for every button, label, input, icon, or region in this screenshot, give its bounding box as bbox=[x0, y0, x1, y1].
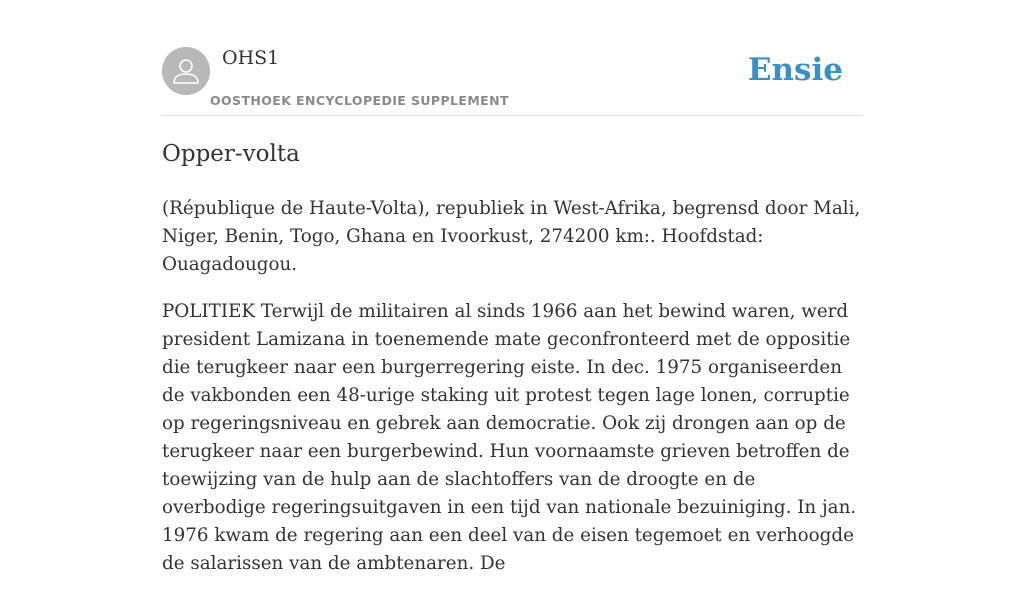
article-paragraph: (République de Haute-Volta), republiek in West-Afrika, begrensd door Mali, Niger, Benin, Togo, Ghana en Ivoorkust, 274200 km:. Hoofdstad: Ouagadougou. bbox=[162, 198, 861, 275]
avatar[interactable] bbox=[162, 47, 210, 95]
article-title: Opper-volta bbox=[162, 141, 300, 167]
header bbox=[162, 46, 862, 116]
user-silhouette-icon bbox=[162, 47, 210, 95]
username[interactable]: OHS1 bbox=[222, 47, 280, 69]
source-subtitle[interactable]: OOSTHOEK ENCYCLOPEDIE SUPPLEMENT bbox=[210, 93, 509, 108]
brand-logo[interactable]: Ensie bbox=[747, 52, 843, 88]
article bbox=[162, 137, 862, 597]
article-paragraph: POLITIEK Terwijl de militairen al sinds 1966 aan het bewind waren, werd president Lamizana in toenemende mate geconfronteerd met de oppositie die terugkeer naar een burgerregering eiste. In dec. 1975 organiseerden de vakbonden een 48-urige staking uit protest tegen lage lonen, corruptie op regeringsniveau en gebrek aan democratie. Ook zij drongen aan op de terugkeer naar een burgerbewind. Hun voornaamste grieven betroffen de toewijzing van de hulp aan de slachtoffers van de droogte en de overbodige regeringsuitgaven in een tijd van nationale bezuiniging. In jan. 1976 kwam de regering aan een deel van de eisen tegemoet en verhoogde de salarissen van de ambtenaren. De bbox=[162, 301, 857, 574]
